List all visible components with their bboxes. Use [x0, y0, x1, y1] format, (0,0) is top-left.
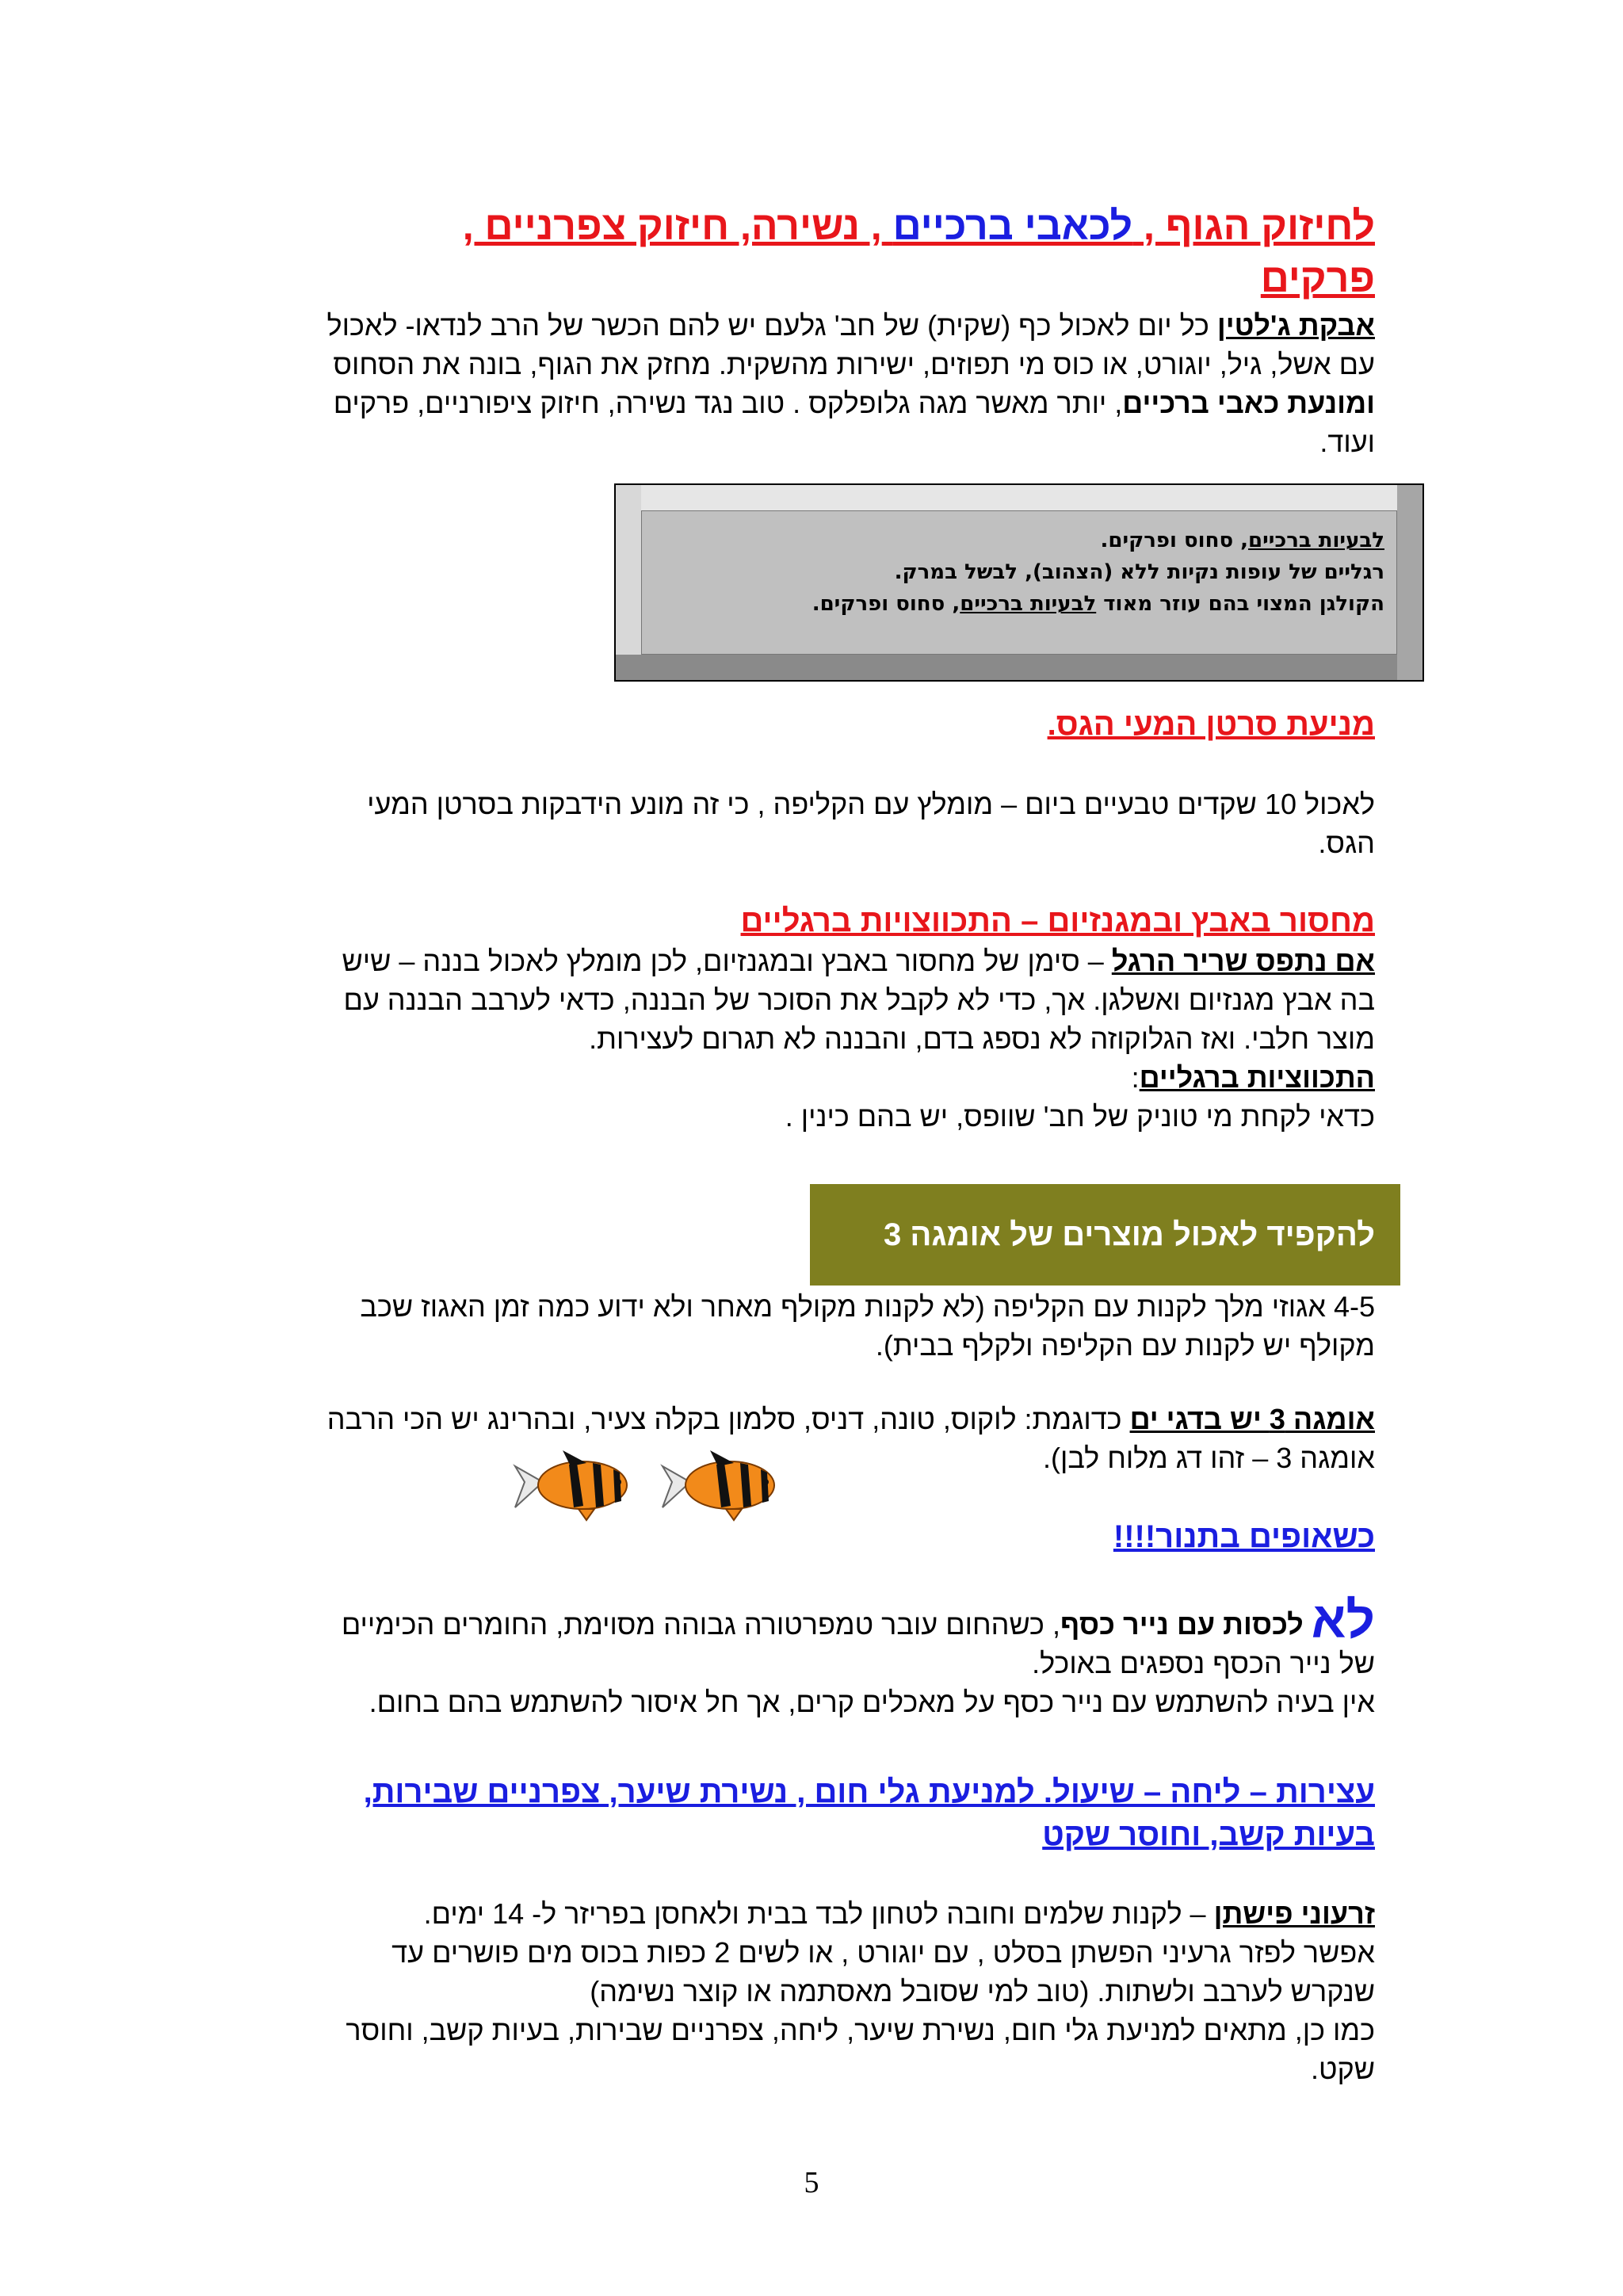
omega-section [246, 1287, 1375, 1365]
omega-band: להקפיד לאכול מוצרים של אומגה 3 [810, 1184, 1400, 1286]
cramps-line1 [246, 942, 1375, 980]
cramps-heading: מחסור באבץ ובמגנזיום – התכווצויות ברגליים [740, 904, 1375, 938]
box-line1 [671, 525, 1384, 556]
flax-line3: שנקרש לערבב ולשתות. (טוב למי שסובל מאסתמה או קוצר נשימה) [590, 1975, 1375, 2008]
fish-icon [515, 1450, 627, 1520]
oven-heading: כשאופים בתנור!!!! [1113, 1519, 1375, 1554]
colon-line1: לאכול 10 שקדים טבעיים ביום – מומלץ עם הקליפה , כי זה מונע הידבקות בסרטן המעי [367, 788, 1375, 820]
gelatin-section [246, 306, 1375, 461]
cramps-lead: אם נתפס שריר הרגל [1111, 945, 1375, 977]
omega-line3 [246, 1400, 1375, 1438]
flax-section [246, 1771, 1375, 1856]
main-heading-part4: פרקים [1260, 256, 1375, 300]
flax-heading-line1: עצירות – ליחה – שיעול. למניעת גלי חום , נשירת שיער, צפרניים שבירות, [363, 1775, 1375, 1809]
flax-line1-text: – לקנות שלמים וחובה לטחון לבד בבית ולאחסן בפריזר ל- 14 ימים. [423, 1897, 1214, 1930]
gelatin-line2: עם אשל, גיל, יוגורט, או כוס מי תפוזים, ישירות מהשקית. מחזק את הגוף, בונה את הסחוס [333, 348, 1375, 380]
colon-line2: הגס. [1318, 827, 1375, 859]
omega-line1: 4-5 אגוזי מלך לקנות עם הקליפה (לא לקנות מקולף מאחר ולא ידוע כמה זמן האגוז שכב [360, 1290, 1375, 1323]
bevel-note-box [614, 483, 1424, 682]
cramps-sub [246, 1058, 1375, 1097]
oven-big-no: לא [1311, 1591, 1375, 1648]
omega-lead: אומגה 3 יש בדגי ים [1129, 1403, 1375, 1435]
box-line1-rest: , סחוס ופרקים. [1100, 529, 1249, 552]
oven-line1 [246, 1591, 1375, 1648]
flax-line4: כמו כן, מתאים למניעת גלי חום, נשירת שיער, ליחה, צפרניים שבירות, בעיות קשב, וחוסר [346, 2014, 1375, 2046]
gelatin-line3-rest: , יותר מאשר מגה גלופלקס . טוב נגד נשירה, חיזוק ציפורניים, פרקים [333, 387, 1123, 419]
omega-line2: מקולף יש לקנות עם הקליפה ולקלף בבית). [875, 1329, 1375, 1362]
omega-line3-text: כדוגמת: לוקוס, טונה, דניס, סלמון בקלה צעיר, ובהרינג יש הכי הרבה [327, 1403, 1130, 1435]
oven-line1-text: , כשהחום עובר טמפרטורה גבוהה מסוימת, החומרים הכימיים [341, 1608, 1060, 1641]
fish-icon [663, 1450, 774, 1520]
oven-line2: של נייר הכסף נספגים באוכל. [1032, 1647, 1375, 1679]
flax-lead: זרעוני פישתן [1213, 1897, 1375, 1930]
box-line3-rest: , סחוס ופרקים. [812, 592, 960, 616]
main-heading [246, 200, 1375, 304]
colon-section [246, 704, 1375, 745]
page-number: 5 [804, 2166, 819, 2199]
flax-line2: אפשר לפזר גרעיני הפשתן בסלט , עם יוגורט , או לשים 2 כפות בכוס מים פושרים עד [391, 1936, 1375, 1969]
flax-line5: שקט. [1310, 2053, 1375, 2085]
box-line3-underlined: לבעיות ברכיים [960, 592, 1097, 616]
cramps-line2: בה אבץ מגנזיום ואשלגן. אך, כדי לא לקבל את הסוכר של הבננה, כדאי לערבב הבננה עם [343, 984, 1375, 1016]
cramps-sub-lead: התכווציות ברגליים [1139, 1061, 1375, 1094]
main-heading-part3: , נשירה, חיזוק צפרניים , [462, 204, 882, 248]
main-heading-part2: לכאבי ברכיים [892, 204, 1133, 248]
box-line2: רגליים של עופות נקיות ללא (הצהוב), לבשל במרק. [894, 560, 1384, 584]
cramps-sub-colon: : [1131, 1061, 1140, 1094]
oven-section [246, 1515, 1375, 1558]
main-heading-part1: לחיזוק הגוף , [1144, 204, 1375, 248]
flax-line1 [246, 1894, 1375, 1933]
gelatin-lead: אבקת ג'לטין [1216, 309, 1375, 342]
gelatin-line1-text: כל יום לאכול כף (שקית) של חב' גלעם יש להם הכשר של הרב לנדאו- לאכול [327, 309, 1217, 342]
gelatin-line3 [246, 384, 1375, 422]
omega-line4: אומגה 3 – זהו דג מלוח לבן). [1043, 1442, 1375, 1474]
colon-heading: מניעת סרטן המעי הגס. [1047, 707, 1375, 742]
oven-line3: אין בעיה להשתמש עם נייר כסף על מאכלים קרים, אך חל איסור להשתמש בהם בחום. [369, 1686, 1375, 1718]
box-line1-underlined: לבעיות ברכיים [1248, 529, 1384, 552]
cramps-line3: מוצר חלבי. ואז הגלוקוזה לא נספג בדם, והבננה לא תגרום לעצירות. [589, 1022, 1375, 1055]
oven-lead: לכסות עם נייר כסף [1060, 1608, 1312, 1641]
flax-heading-line2: בעיות קשב, וחוסר שקט [1042, 1817, 1375, 1852]
gelatin-line4: ועוד. [1319, 426, 1375, 458]
gelatin-line1 [246, 306, 1375, 345]
box-line3 [671, 588, 1384, 620]
gelatin-line3-bold: ומונעת כאבי ברכיים [1122, 387, 1375, 419]
box-line3-a: הקולגן המצוי בהם עוזר מאוד [1096, 592, 1384, 616]
cramps-section [246, 900, 1375, 1136]
cramps-line1-text: – סימן של מחסור באבץ ובמגנזיום, לכן מומלץ לאכול בננה – שיש [342, 945, 1112, 977]
cramps-line4: כדאי לקחת מי טוניק של חב' שוופס, יש בהם כינין . [785, 1100, 1375, 1133]
